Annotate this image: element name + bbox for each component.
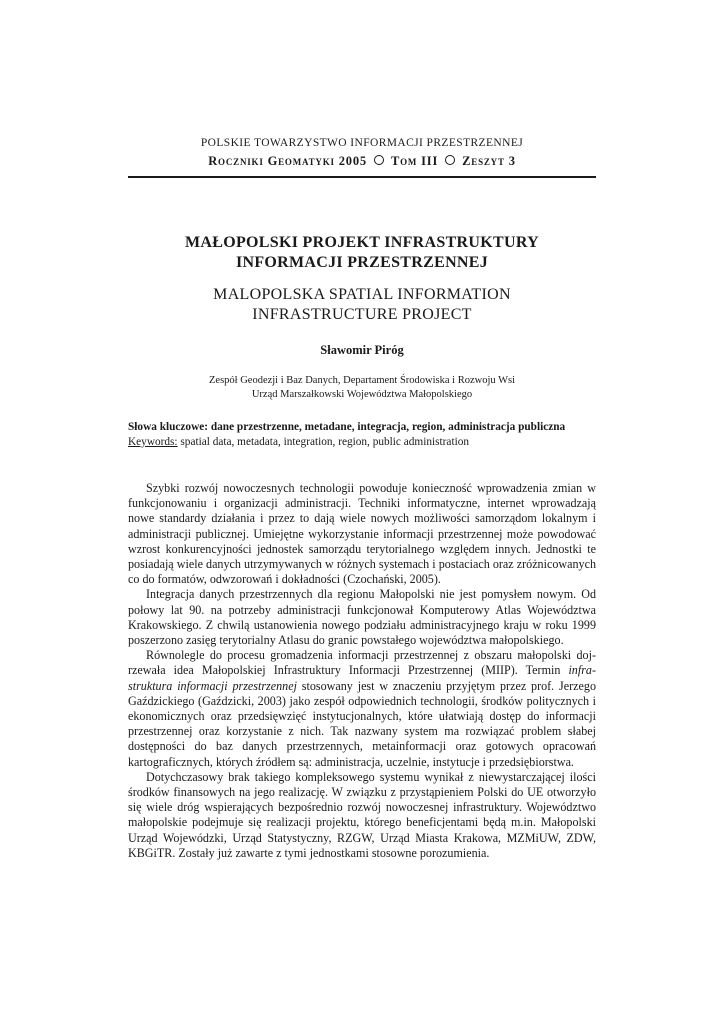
body-text	[128, 481, 596, 861]
author-name: Sławomir Piróg	[320, 343, 404, 357]
circle-bullet-icon	[445, 155, 455, 165]
issue-label: Zeszyt 3	[462, 154, 516, 168]
keywords-polish-label: Słowa kluczowe:	[128, 421, 209, 433]
journal-name: Roczniki Geomatyki 2005	[208, 154, 367, 168]
journal-line	[128, 154, 596, 169]
society-name: POLSKIE TOWARZYSTWO INFORMACJI PRZESTRZENNEJ	[200, 137, 524, 149]
paragraph-3-term: infrastruktura informacji przestrzennej	[128, 663, 596, 693]
volume-label: Tom III	[390, 154, 439, 168]
paragraph-3	[128, 648, 596, 770]
keywords-english-label: Keywords:	[128, 436, 178, 448]
title-polish-line2: INFORMACJI PRZESTRZENNEJ	[235, 254, 489, 271]
title-english	[128, 285, 596, 325]
paragraph-3-part-b: stosowany jest w znaczeniu przyjętym przez prof. Jerzego Gaździckiego (Gaździcki, 2003) jako zespół odpowiednich technologii, środków politycznych i ekonomicznych oraz przedsięwzięć instytucjonalnych, które ułatwiają dostęp do informacji przestrzennej oraz korzystanie z nich. Tak nazwany system ma rozwiązać problem słabej dostępności do baz danych przestrzennych, metainformacji oraz gotowych opracowań kartograficznych, których źródłem są: administracja, uczelnie, instytucje i przedsiębiorstwa.	[128, 678, 596, 769]
title-english-line1: MALOPOLSKA SPATIAL INFORMATION	[213, 286, 511, 303]
header-rule	[128, 176, 596, 178]
keywords-english	[128, 436, 608, 448]
title-english-line2: INFRASTRUCTURE PROJECT	[252, 306, 472, 323]
affiliation-line1: Zespół Geodezji i Baz Danych, Departament Środowiska i Rozwoju Wsi	[209, 375, 515, 386]
paragraph-1: Szybki rozwój nowoczesnych technologii powoduje konieczność wprowadzenia zmian w funkcjonowaniu i organizacji administracji. Techniki informatyczne, internet wprowadzają nowe standardy działania i przez to dają wiele nowych możliwości samorządom lokalnym i administracji publicznej. Umiejętne wykorzystanie informacji przestrzennej może powodować wzrost konkurencyjności jednostek samorządu terytorialnego względem innych. Jednostki te posiadają wiele danych utrzymywanych w różnych systemach i postaciach oraz zróżnicowanych co do formatów, odwzorowań i dokładności (Czochański, 2005).	[128, 481, 596, 587]
keywords-english-text: spatial data, metadata, integration, region, public administration	[180, 436, 470, 448]
affiliation-line2: Urząd Marszałkowski Województwa Małopolskiego	[251, 389, 473, 400]
paragraph-3-part-a: Równolegle do procesu gromadzenia informacji przestrzennej z obszaru małopolski dojrzewała idea Małopolskiej Infrastruktury Informacji Przestrzennej (MIIP). Termin	[128, 648, 596, 678]
title-polish-line1: MAŁOPOLSKI PROJEKT INFRASTRUKTURY	[185, 234, 539, 251]
keywords-polish	[128, 421, 608, 433]
keywords-polish-text: dane przestrzenne, metadane, integracja, region, administracja publiczna	[210, 421, 566, 433]
affiliation	[128, 374, 596, 402]
circle-bullet-icon	[374, 155, 384, 165]
title-polish	[128, 233, 596, 273]
paragraph-4: Dotychczasowy brak takiego kompleksowego systemu wynikał z niewystarczającej ilości środków finansowych na jego realizację. W związku z przystąpieniem Polski do UE otworzyło się wiele dróg wspierających bezpośrednio rozwój nowoczesnej infrastruktury. Województwo małopolskie podejmuje się realizacji projektu, którego beneficjentami będą m.in. Małopolski Urząd Wojewódzki, Urząd Statystyczny, RZGW, Urząd Miasta Krakowa, MZMiUW, ZDW, KBGiTR. Zostały już zawarte z tymi jednostkami stosowne porozumienia.	[128, 769, 596, 860]
paragraph-2: Integracja danych przestrzennych dla regionu Małopolski nie jest pomysłem nowym. Od połowy lat 90. na potrzeby administracji funkcjonował Komputerowy Atlas Województwa Krakowskiego. Z chwilą ustanowienia nowego podziału administracyjnego kraju w roku 1999 poszerzono zasięg terytorialny Atlasu do granic powstałego województwa małopolskiego.	[128, 587, 596, 648]
